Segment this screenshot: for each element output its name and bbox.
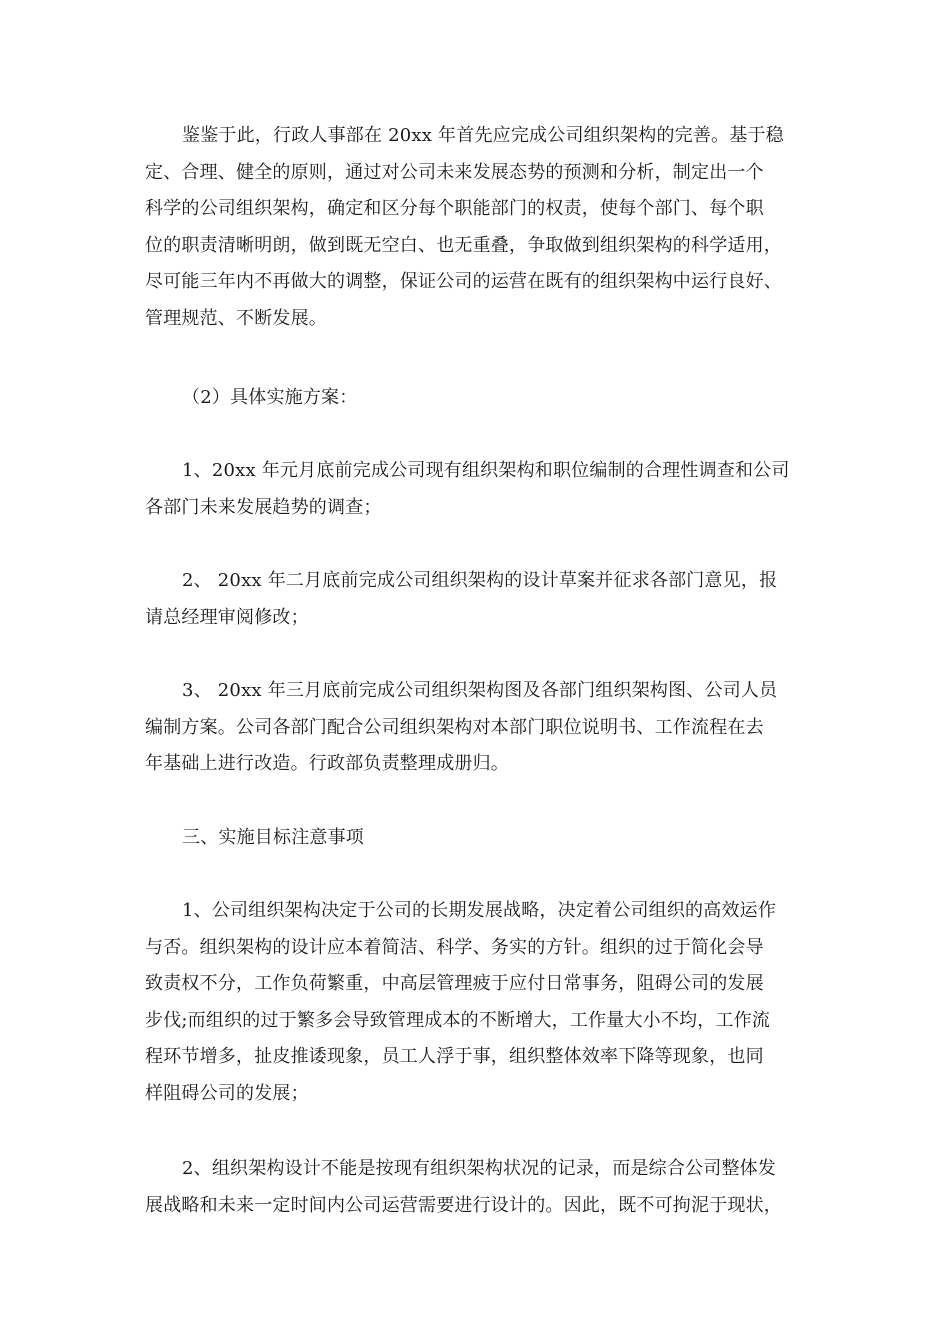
text-line: 尽可能三年内不再做大的调整，保证公司的运营在既有的组织架构中运行良好、: [145, 271, 782, 292]
section-heading-notes: [145, 820, 817, 857]
text-line: 请总经理审阅修改；: [145, 606, 309, 628]
text-line: 致责权不分，工作负荷繁重，中高层管理疲于应付日常事务，阻碍公司的发展: [145, 973, 764, 994]
text-line: （2）具体实施方案：: [182, 387, 358, 408]
list-item-step-3: [145, 673, 817, 783]
list-item-step-1: [145, 453, 817, 526]
paragraph-organization-improvement: [145, 118, 817, 337]
text-line: 位的职责清晰明朗，做到既无空白、也无重叠，争取做到组织架构的科学适用，: [145, 234, 782, 256]
note-item-1: [145, 893, 817, 1112]
text-line: 管理规范、不断发展。: [145, 307, 327, 329]
list-item-step-2: [145, 563, 817, 636]
text-line: 编制方案。公司各部门配合公司组织架构对本部门职位说明书、工作流程在去: [145, 716, 764, 738]
text-line: 年基础上进行改造。行政部负责整理成册归。: [145, 753, 509, 774]
text-line: 3、 20xx 年三月底前完成公司组织架构图及各部门组织架构图、公司人员: [182, 680, 778, 701]
text-line: 程环节增多，扯皮推诿现象，员工人浮于事，组织整体效率下降等现象，也同: [145, 1046, 764, 1067]
text-line: 各部门未来发展趋势的调查；: [145, 496, 382, 518]
text-line: 与否。组织架构的设计应本着简洁、科学、务实的方针。组织的过于简化会导: [145, 936, 764, 958]
text-line: 1、公司组织架构决定于公司的长期发展战略，决定着公司组织的高效运作: [182, 900, 777, 921]
text-line: 鉴鉴于此，行政人事部在 20xx 年首先应完成公司组织架构的完善。基于稳: [182, 125, 784, 146]
text-line: 2、组织架构设计不能是按现有组织架构状况的记录，而是综合公司整体发: [182, 1158, 777, 1179]
text-line: 展战略和未来一定时间内公司运营需要进行设计的。因此，既不可拘泥于现状，: [145, 1194, 782, 1216]
text-line: 1、20xx 年元月底前完成公司现有组织架构和职位编制的合理性调查和公司: [182, 460, 790, 481]
text-line: 三、实施目标注意事项: [182, 827, 364, 848]
text-line: 定、合理、健全的原则，通过对公司未来发展态势的预测和分析，制定出一个: [145, 161, 764, 183]
section-heading-implementation-plan: [145, 380, 817, 417]
text-line: 样阻碍公司的发展；: [145, 1082, 309, 1104]
text-line: 步伐;而组织的过于繁多会导致管理成本的不断增大，工作量大小不均，工作流: [145, 1009, 771, 1031]
text-line: 2、 20xx 年二月底前完成公司组织架构的设计草案并征求各部门意见，报: [182, 570, 778, 591]
note-item-2: [145, 1151, 817, 1224]
text-line: 科学的公司组织架构，确定和区分每个职能部门的权责，使每个部门、每个职: [145, 198, 764, 219]
